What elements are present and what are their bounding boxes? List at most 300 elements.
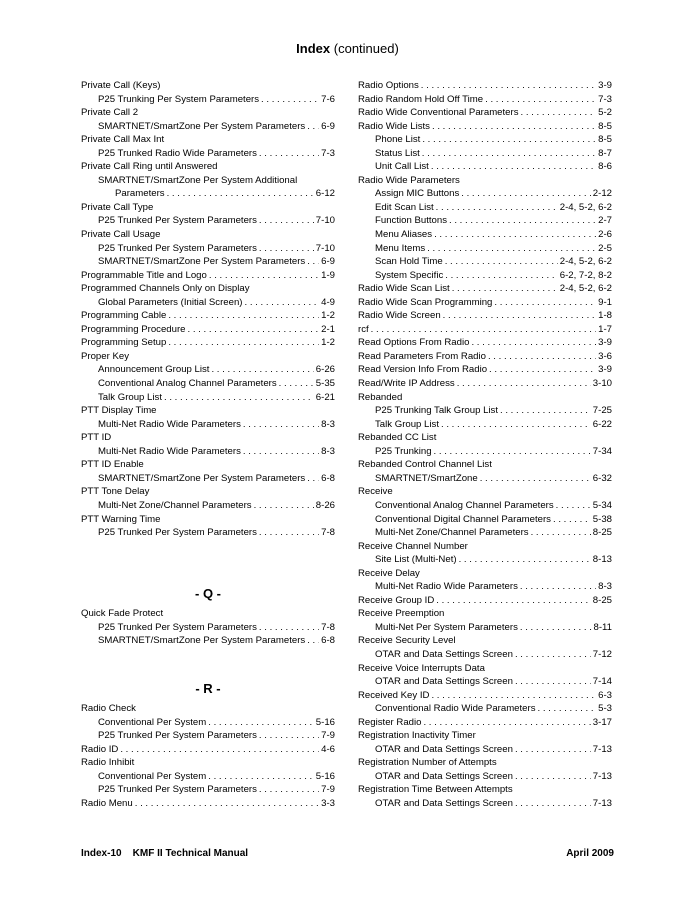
page-reference: 1-2 [321, 310, 335, 322]
index-entry [358, 120, 612, 134]
entry-label: P25 Trunked Per System Parameters [98, 784, 257, 796]
dot-leader [254, 499, 314, 513]
dot-leader [243, 445, 319, 459]
dot-leader [259, 526, 319, 540]
entry-label: SMARTNET/SmartZone Per System Parameters [98, 256, 306, 268]
entry-label: Multi-Net Radio Wide Parameters [98, 418, 241, 430]
dot-leader [445, 269, 557, 283]
entry-label: Site List (Multi-Net) [375, 554, 457, 566]
page-reference: 3-9 [598, 80, 612, 91]
page-reference: 5-38 [592, 513, 612, 525]
page-title [0, 41, 695, 56]
page-reference: 2-4, 5-2, 6-2 [559, 201, 612, 213]
page-reference: 7-12 [592, 648, 612, 660]
entry-label: Programming Procedure [81, 323, 186, 335]
index-subentry [358, 675, 612, 689]
index-heading: Registration Time Between Attempts [358, 784, 513, 796]
dot-leader [371, 323, 596, 337]
page-reference: 8-3 [321, 445, 335, 457]
index-subentry [358, 621, 612, 635]
dot-leader [167, 187, 314, 201]
index-subentry [81, 214, 335, 228]
entry-label: OTAR and Data Settings Screen [375, 797, 513, 809]
page-reference: 8-26 [315, 499, 335, 511]
index-heading: Radio Wide Parameters [358, 174, 460, 186]
index-subentry [358, 797, 612, 811]
entry-label: OTAR and Data Settings Screen [375, 648, 513, 660]
index-heading: PTT Display Time [81, 405, 157, 417]
dot-leader [431, 689, 596, 703]
page-reference: 2-12 [592, 188, 612, 200]
index-subentry [81, 621, 335, 635]
index-subentry [358, 201, 612, 215]
entry-label: Read Version Info From Radio [358, 364, 488, 376]
page-reference: 6-9 [321, 120, 335, 132]
spacer [81, 661, 335, 675]
entry-label: Multi-Net Per System Parameters [375, 621, 518, 633]
index-heading: Private Call Ring until Answered [81, 161, 218, 173]
page-reference: 7-9 [321, 784, 335, 796]
index-heading: Rebanded CC List [358, 432, 437, 444]
index-left-column [81, 79, 335, 810]
index-subentry [358, 743, 612, 757]
index-subentry [81, 634, 335, 648]
entry-label: Conventional Radio Wide Parameters [375, 703, 536, 715]
page-reference: 5-16 [315, 716, 335, 728]
footer-date: April 2009 [566, 848, 614, 859]
page-reference: 2-4, 5-2, 6-2 [559, 283, 612, 295]
entry-label: P25 Trunked Radio Wide Parameters [98, 147, 257, 159]
index-heading: Receive Delay [358, 567, 420, 579]
index-heading: Receive Security Level [358, 635, 456, 647]
entry-label: P25 Trunked Per System Parameters [98, 730, 257, 742]
title-rest: (continued) [333, 41, 399, 56]
entry-label: Conventional Per System [98, 716, 207, 728]
page-reference: 8-5 [598, 134, 612, 146]
page-reference: 7-25 [592, 405, 612, 417]
index-subentry [81, 391, 335, 405]
index-subentry [358, 242, 612, 256]
dot-leader [307, 634, 319, 648]
index-subentry [81, 770, 335, 784]
entry-label: Announcement Group List [98, 364, 210, 376]
dot-leader [422, 147, 596, 161]
dot-leader [245, 296, 320, 310]
page-reference: 7-3 [321, 147, 335, 159]
page-reference: 6-8 [321, 472, 335, 484]
page-reference: 8-3 [321, 418, 335, 430]
dot-leader [515, 797, 591, 811]
index-entry [81, 309, 335, 323]
entry-label: SMARTNET/SmartZone Per System Parameters [98, 635, 306, 647]
index-subentry [358, 702, 612, 716]
entry-label: Conventional Per System [98, 770, 207, 782]
entry-label: Global Parameters (Initial Screen) [98, 296, 243, 308]
index-subentry [358, 269, 612, 283]
entry-label: Talk Group List [98, 391, 162, 403]
index-heading: Registration Inactivity Timer [358, 730, 476, 742]
entry-label: OTAR and Data Settings Screen [375, 676, 513, 688]
index-heading: Private Call Type [81, 201, 154, 213]
page-reference: 8-13 [592, 554, 612, 566]
entry-label: Radio Wide Scan Programming [358, 296, 493, 308]
entry-label: Assign MIC Buttons [375, 188, 460, 200]
dot-leader [443, 309, 596, 323]
entry-label: P25 Trunked Per System Parameters [98, 215, 257, 227]
dot-leader [120, 743, 319, 757]
page-reference: 3-9 [598, 337, 612, 349]
entry-label: Radio Random Hold Off Time [358, 93, 484, 105]
index-entry [81, 323, 335, 337]
entry-label: Register Radio [358, 716, 422, 728]
dot-leader [521, 106, 597, 120]
entry-label: Multi-Net Zone/Channel Parameters [375, 527, 529, 539]
index-entry [358, 594, 612, 608]
index-heading: PTT Tone Delay [81, 486, 150, 498]
index-subentry [358, 580, 612, 594]
entry-label: Scan Hold Time [375, 256, 443, 268]
dot-leader [243, 418, 319, 432]
page-reference: 6-2, 7-2, 8-2 [559, 269, 612, 281]
entry-label: Radio ID [81, 743, 119, 755]
entry-label: Radio Menu [81, 797, 133, 809]
entry-label: SMARTNET/SmartZone [375, 472, 478, 484]
index-entry [358, 79, 612, 93]
page-reference: 3-3 [321, 797, 335, 809]
page-reference: 1-9 [321, 269, 335, 281]
index-heading: PTT ID [81, 432, 112, 444]
dot-leader [457, 377, 591, 391]
index-entry [81, 743, 335, 757]
page-reference: 2-7 [598, 215, 612, 227]
page-reference: 2-1 [321, 323, 335, 335]
index-heading: Radio Inhibit [81, 757, 135, 769]
page-reference: 7-34 [592, 445, 612, 457]
page-reference: 7-10 [315, 242, 335, 254]
dot-leader [436, 201, 558, 215]
dot-leader [531, 526, 591, 540]
index-heading: Proper Key [81, 350, 129, 362]
dot-leader [471, 336, 596, 350]
index-heading: Receive [358, 486, 393, 498]
page-reference: 7-9 [321, 730, 335, 742]
entry-label: Programming Setup [81, 337, 167, 349]
page-reference: 5-16 [315, 770, 335, 782]
dot-leader [485, 93, 596, 107]
page-reference: 6-9 [321, 256, 335, 268]
entry-label: Read Options From Radio [358, 337, 470, 349]
index-subentry [358, 404, 612, 418]
title-bold: Index [296, 41, 331, 56]
index-subentry [81, 147, 335, 161]
page-reference: 7-8 [321, 621, 335, 633]
entry-label: Radio Options [358, 80, 419, 91]
page-reference: 2-6 [598, 229, 612, 241]
dot-leader [553, 513, 591, 527]
index-subentry [81, 716, 335, 730]
index-heading: Radio Check [81, 702, 136, 714]
index-subentry [358, 770, 612, 784]
dot-leader [423, 716, 590, 730]
page-reference: 3-10 [592, 378, 612, 390]
index-entry [358, 282, 612, 296]
entry-label: Read/Write IP Address [358, 378, 455, 390]
page-reference: 4-9 [321, 296, 335, 308]
dot-leader [307, 255, 319, 269]
entry-label: Receive Group ID [358, 594, 435, 606]
entry-label: Status List [375, 147, 420, 159]
index-entry [81, 269, 335, 283]
index-heading: Registration Number of Attempts [358, 757, 497, 769]
spacer [81, 540, 335, 554]
dot-leader [307, 120, 319, 134]
page-reference: 6-3 [598, 689, 612, 701]
dot-leader [259, 621, 319, 635]
entry-label: P25 Trunking Talk Group List [375, 405, 499, 417]
dot-leader [261, 93, 319, 107]
page-reference: 6-12 [315, 188, 335, 200]
dot-leader [445, 255, 558, 269]
index-entry [358, 296, 612, 310]
dot-leader [259, 242, 314, 256]
entry-label: System Specific [375, 269, 444, 281]
index-heading: Quick Fade Protect [81, 608, 164, 620]
page-reference: 6-26 [315, 364, 335, 376]
dot-leader [209, 269, 319, 283]
entry-label: P25 Trunked Per System Parameters [98, 242, 257, 254]
index-subentry [358, 553, 612, 567]
page-reference: 2-4, 5-2, 6-2 [559, 256, 612, 268]
dot-leader [441, 418, 591, 432]
dot-leader [431, 160, 596, 174]
entry-label: SMARTNET/SmartZone Per System Parameters [98, 120, 306, 132]
page-reference: 8-25 [592, 527, 612, 539]
index-subentry [81, 445, 335, 459]
dot-leader [188, 323, 320, 337]
index-subentry [358, 228, 612, 242]
index-entry [358, 93, 612, 107]
entry-label: P25 Trunked Per System Parameters [98, 527, 257, 539]
page-reference: 7-13 [592, 797, 612, 809]
index-subentry [81, 120, 335, 134]
index-entry [358, 106, 612, 120]
page-reference: 5-2 [598, 107, 612, 119]
dot-leader [259, 214, 314, 228]
dot-leader [168, 309, 319, 323]
dot-leader [556, 499, 591, 513]
index-entry [358, 323, 612, 337]
page-reference: 9-1 [598, 296, 612, 308]
dot-leader [459, 553, 591, 567]
index-subentry [81, 93, 335, 107]
page-reference: 7-13 [592, 770, 612, 782]
entry-label: Multi-Net Radio Wide Parameters [98, 445, 241, 457]
page-reference: 6-32 [592, 472, 612, 484]
page-reference: 7-10 [315, 215, 335, 227]
index-subentry [81, 255, 335, 269]
index-heading: Private Call Max Int [81, 134, 165, 146]
entry-label: Radio Wide Lists [358, 120, 430, 132]
index-subentry [358, 147, 612, 161]
index-entry [358, 363, 612, 377]
page-reference: 1-7 [598, 323, 612, 335]
dot-leader [259, 729, 319, 743]
page-reference: 6-22 [592, 418, 612, 430]
dot-leader [515, 648, 591, 662]
dot-leader [208, 716, 314, 730]
index-subentry [358, 472, 612, 486]
dot-leader [538, 702, 597, 716]
entry-label: Talk Group List [375, 418, 439, 430]
index-subentry [81, 526, 335, 540]
dot-leader [488, 350, 596, 364]
dot-leader [135, 797, 319, 811]
page-reference: 7-14 [592, 676, 612, 688]
page-reference: 6-21 [315, 391, 335, 403]
index-subentry [358, 648, 612, 662]
dot-leader [520, 621, 592, 635]
index-subentry [358, 499, 612, 513]
dot-leader [434, 228, 596, 242]
spacer [81, 648, 335, 662]
dot-leader [494, 296, 596, 310]
index-heading: Private Call 2 [81, 107, 139, 119]
page-reference: 5-35 [315, 378, 335, 390]
entry-label: OTAR and Data Settings Screen [375, 770, 513, 782]
dot-leader [259, 783, 319, 797]
page-reference: 7-6 [321, 93, 335, 105]
page-reference: 7-13 [592, 743, 612, 755]
entry-label: Programming Cable [81, 310, 167, 322]
entry-label: Phone List [375, 134, 421, 146]
dot-leader [164, 391, 314, 405]
page-reference: 8-3 [598, 581, 612, 593]
index-subentry [81, 729, 335, 743]
page-reference: 4-6 [321, 743, 335, 755]
index-subentry [81, 499, 335, 513]
dot-leader [208, 770, 314, 784]
footer-manual-title: Index-10 KMF II Technical Manual [81, 848, 249, 859]
entry-label: Radio Wide Conventional Parameters [358, 107, 519, 119]
page-reference: 3-6 [598, 350, 612, 362]
page-reference: 3-17 [592, 716, 612, 728]
entry-label: P25 Trunked Per System Parameters [98, 621, 257, 633]
index-entry [81, 797, 335, 811]
entry-label: Menu Items [375, 242, 426, 254]
entry-label: Edit Scan List [375, 201, 434, 213]
index-entry [358, 350, 612, 364]
entry-label: Conventional Analog Channel Parameters [375, 499, 554, 511]
dot-leader [432, 120, 596, 134]
index-heading: Receive Channel Number [358, 540, 468, 552]
dot-leader [307, 472, 319, 486]
index-subentry [81, 472, 335, 486]
dot-leader [434, 445, 591, 459]
dot-leader [515, 770, 591, 784]
entry-label: P25 Trunking Per System Parameters [98, 93, 260, 105]
index-subentry [358, 214, 612, 228]
index-entry [358, 689, 612, 703]
page-reference: 8-7 [598, 147, 612, 159]
dot-leader [168, 336, 319, 350]
dot-leader [515, 675, 591, 689]
index-heading: Rebanded Control Channel List [358, 459, 492, 471]
index-subentry [358, 255, 612, 269]
index-subentry [358, 187, 612, 201]
page-reference: 8-25 [592, 594, 612, 606]
index-subentry [358, 445, 612, 459]
spacer [81, 553, 335, 567]
dot-leader [461, 187, 591, 201]
index-heading: Private Call Usage [81, 229, 161, 241]
dot-leader [500, 404, 591, 418]
dot-leader [520, 580, 596, 594]
dot-leader [427, 242, 596, 256]
index-subentry [81, 783, 335, 797]
index-subentry [81, 296, 335, 310]
dot-leader [480, 472, 591, 486]
page-reference: 5-3 [598, 703, 612, 715]
entry-label: SMARTNET/SmartZone Per System Parameters [98, 472, 306, 484]
dot-leader [436, 594, 591, 608]
dot-leader [422, 133, 596, 147]
entry-label: Radio Wide Screen [358, 310, 441, 322]
dot-leader [421, 79, 596, 93]
dot-leader [259, 147, 319, 161]
dot-leader [279, 377, 314, 391]
index-subentry [81, 363, 335, 377]
page-reference: 5-34 [592, 499, 612, 511]
entry-label: Read Parameters From Radio [358, 350, 486, 362]
index-subentry [358, 418, 612, 432]
index-entry [358, 377, 612, 391]
page-reference: 1-8 [598, 310, 612, 322]
dot-leader [515, 743, 591, 757]
page-reference: 2-5 [598, 242, 612, 254]
entry-label: P25 Trunking [375, 445, 432, 457]
page-reference: 7-3 [598, 93, 612, 105]
page-reference: 7-8 [321, 527, 335, 539]
entry-label: OTAR and Data Settings Screen [375, 743, 513, 755]
entry-label: Programmable Title and Logo [81, 269, 207, 281]
index-entry [81, 336, 335, 350]
spacer [81, 567, 335, 581]
index-subentry [81, 377, 335, 391]
page-reference: 8-6 [598, 161, 612, 173]
index-subentry [358, 160, 612, 174]
index-subentry [358, 526, 612, 540]
index-heading: PTT Warning Time [81, 513, 161, 525]
entry-label: Parameters [115, 188, 165, 200]
entry-label: Menu Aliases [375, 229, 433, 241]
entry-label: Multi-Net Zone/Channel Parameters [98, 499, 252, 511]
entry-label: Function Buttons [375, 215, 447, 227]
index-heading: SMARTNET/SmartZone Per System Additional [98, 174, 298, 186]
index-heading: PTT ID Enable [81, 459, 144, 471]
page-reference: 3-9 [598, 364, 612, 376]
index-heading: Receive Preemption [358, 608, 445, 620]
index-subentry [358, 133, 612, 147]
index-heading: Receive Voice Interrupts Data [358, 662, 485, 674]
page-reference: 6-8 [321, 635, 335, 647]
page-reference: 1-2 [321, 337, 335, 349]
index-heading: Rebanded [358, 391, 403, 403]
index-right-column [358, 79, 612, 811]
section-letter-heading: - Q - [195, 586, 221, 602]
entry-label: rcf [358, 323, 369, 335]
index-subentry [358, 513, 612, 527]
entry-label: Received Key ID [358, 689, 430, 701]
